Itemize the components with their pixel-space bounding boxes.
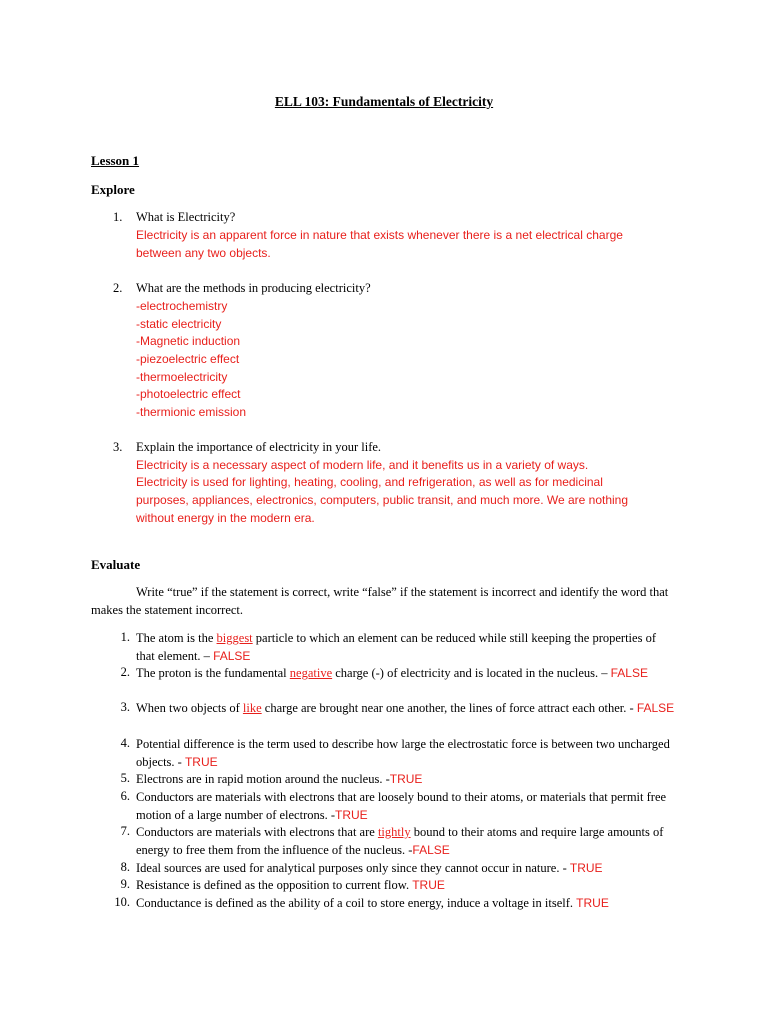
statement-text: charge are brought near one another, the lines of force attract each other. - bbox=[261, 701, 637, 715]
evaluate-instructions bbox=[91, 584, 681, 619]
verdict-label: TRUE bbox=[389, 772, 423, 786]
evaluate-item-statement bbox=[136, 630, 676, 665]
explore-q2-answer-line: -thermoelectricity bbox=[136, 370, 228, 384]
explore-q3-answer-line: Electricity is used for lighting, heating, cooling, and refrigeration, as well as for medicinal bbox=[136, 475, 603, 489]
evaluate-item-statement bbox=[136, 895, 676, 913]
evaluate-item-statement bbox=[136, 860, 676, 878]
evaluate-heading: Evaluate bbox=[91, 557, 141, 572]
evaluate-item-number: 10. bbox=[114, 895, 130, 909]
explore-q2-answer-line: -electrochemistry bbox=[136, 299, 228, 313]
statement-text: The proton is the fundamental bbox=[136, 666, 290, 680]
evaluate-item-number: 6. bbox=[120, 789, 130, 803]
verdict-label: TRUE bbox=[335, 807, 368, 822]
incorrect-keyword: like bbox=[242, 701, 262, 715]
verdict-label: FALSE bbox=[213, 648, 251, 663]
statement-text: Conductors are materials with electrons that are loosely bound to their atoms, or materials that permit free motion of a large number of electrons. - bbox=[136, 790, 667, 822]
statement-text: Conductors are materials with electrons that are bbox=[136, 825, 378, 839]
explore-q2-question: What are the methods in producing electricity? bbox=[136, 281, 371, 295]
explore-q2-answer-line: -thermionic emission bbox=[136, 405, 247, 419]
statement-text: Electrons are in rapid motion around the nucleus. - bbox=[136, 772, 390, 786]
evaluate-item-statement bbox=[136, 736, 676, 771]
statement-text: particle to which an element can be reduced while still keeping the properties of that element. – bbox=[136, 631, 656, 663]
evaluate-item-statement bbox=[136, 700, 676, 718]
statement-text: Conductance is defined as the ability of a coil to store energy, induce a voltage in itself. bbox=[136, 896, 577, 910]
evaluate-item-number: 2. bbox=[120, 665, 130, 679]
verdict-label: FALSE bbox=[412, 842, 450, 857]
explore-q2-answer-line: -static electricity bbox=[136, 317, 222, 331]
explore-q2-answer-line: -Magnetic induction bbox=[136, 334, 241, 348]
explore-q3-answer-line: purposes, appliances, electronics, computers, public transit, and much more. We are nothing bbox=[136, 493, 629, 507]
evaluate-item-number: 9. bbox=[120, 877, 130, 891]
document-title: ELL 103: Fundamentals of Electricity bbox=[274, 94, 494, 109]
explore-heading: Explore bbox=[91, 182, 135, 197]
evaluate-item-number: 3. bbox=[120, 700, 130, 714]
statement-text: charge (-) of electricity and is located in the nucleus. – bbox=[332, 666, 611, 680]
evaluate-item-statement bbox=[136, 877, 676, 895]
statement-text: When two objects of bbox=[136, 701, 243, 715]
explore-q2-answer-line: -photoelectric effect bbox=[136, 387, 241, 401]
verdict-label: FALSE bbox=[610, 666, 648, 680]
explore-q1-answer-line: Electricity is an apparent force in nature that exists whenever there is a net electrical charge bbox=[136, 228, 623, 242]
statement-text: The atom is the bbox=[136, 631, 217, 645]
statement-text: Ideal sources are used for analytical purposes only since they cannot occur in nature. - bbox=[136, 861, 570, 875]
incorrect-keyword: negative bbox=[289, 666, 333, 680]
incorrect-keyword: tightly bbox=[377, 825, 411, 839]
evaluate-item-number: 7. bbox=[120, 824, 130, 838]
statement-text: bound to their atoms and require large amounts of energy to free them from the influence of the nucleus. - bbox=[136, 825, 664, 857]
evaluate-instructions-text: Write “true” if the statement is correct, write “false” if the statement is incorrect and identify the word that makes the statement incorrect. bbox=[91, 585, 669, 617]
evaluate-item-statement bbox=[136, 789, 676, 824]
verdict-label: TRUE bbox=[569, 861, 603, 875]
explore-q2-answer-line: -piezoelectric effect bbox=[136, 352, 240, 366]
verdict-label: TRUE bbox=[576, 896, 609, 910]
explore-q2-number: 2. bbox=[113, 281, 123, 295]
explore-q3-question: Explain the importance of electricity in your life. bbox=[136, 440, 382, 454]
explore-q3-answer-line: Electricity is a necessary aspect of modern life, and it benefits us in a variety of ways. bbox=[136, 458, 589, 472]
statement-text: Potential difference is the term used to describe how large the electrostatic force is between two uncharged objects. - bbox=[136, 737, 670, 769]
evaluate-item-number: 5. bbox=[120, 771, 130, 785]
explore-q3-answer-line: without energy in the modern era. bbox=[136, 511, 315, 525]
incorrect-keyword: biggest bbox=[216, 631, 253, 645]
explore-q1-question: What is Electricity? bbox=[136, 210, 236, 224]
evaluate-item-number: 1. bbox=[120, 630, 130, 644]
evaluate-item-number: 8. bbox=[120, 860, 130, 874]
verdict-label: TRUE bbox=[184, 754, 218, 769]
evaluate-item-statement bbox=[136, 824, 676, 859]
evaluate-item-number: 4. bbox=[120, 736, 130, 750]
verdict-label: TRUE bbox=[412, 878, 445, 892]
explore-q1-answer-line: between any two objects. bbox=[136, 246, 271, 260]
verdict-label: FALSE bbox=[636, 701, 675, 715]
statement-text: Resistance is defined as the opposition to current flow. bbox=[136, 878, 413, 892]
explore-q1-number: 1. bbox=[113, 210, 123, 224]
lesson-heading: Lesson 1 bbox=[91, 153, 140, 168]
evaluate-item-statement bbox=[136, 771, 676, 789]
evaluate-item-statement bbox=[136, 665, 676, 683]
explore-q3-number: 3. bbox=[113, 440, 123, 454]
